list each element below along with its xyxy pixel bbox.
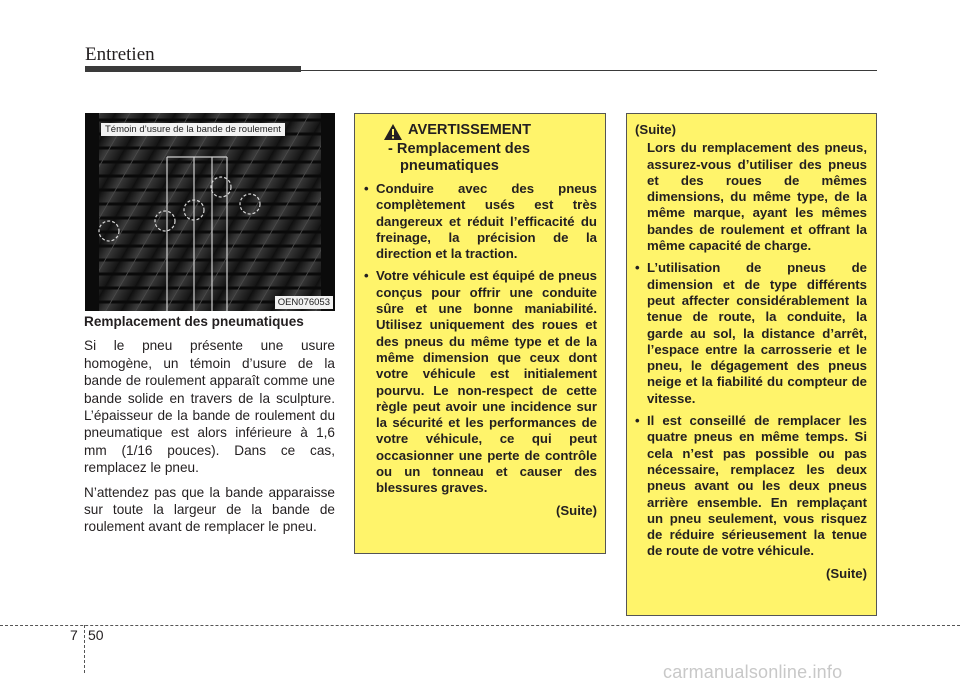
continued-head-label: (Suite) (635, 122, 677, 137)
continued-bullet-list (635, 260, 867, 559)
tire-tread-illustration (85, 113, 335, 311)
list-item: • L’utilisation de pneus de dimension et de type différents peut affecter considérablement la tenue de route, la conduite, la garde au sol, la distance d’arrêt, l’espace entre la carrosserie et le pneu, le dégagement des pneus neige et la fiabilité du compteur de vitesse. (635, 260, 867, 407)
body-paragraph: N’attendez pas que la bande apparaisse sur toute la largeur de la bande de roulement avant de remplacer le pneu. (84, 484, 335, 535)
header-rule-thick (85, 66, 301, 72)
list-item: • Votre véhicule est équipé de pneus conçus pour offrir une conduite sûre et une bonne maniabilité. Utilisez uniquement des roues et des pneus du même type et de la même dimension que ceux dont votre véhicule est initialement pourvu. Le non-respect de cette règle peut avoir une incidence sur la sécurité et les performances de votre véhicule, ce qui peut occasionner une perte de contrôle ou un tonneau et causer des blessures graves. (364, 268, 597, 496)
footer-dashed-rule (0, 625, 960, 626)
continued-warning-box (626, 113, 877, 616)
continued-intro: Lors du remplacement des pneus, assurez-vous d’utiliser des pneus et des roues de mêmes dimensions, du même type, de la même marque, ayant les mêmes bandes de roulement et offrant la même capacité de charge. (647, 140, 867, 254)
warning-subtitle: - Remplacement des pneumatiques (388, 141, 530, 174)
warning-header (364, 122, 597, 141)
figure-caption: Témoin d’usure de la bande de roulement (101, 123, 285, 136)
page-number: 50 (88, 627, 104, 643)
chapter-number: 7 (70, 627, 78, 643)
warning-box (354, 113, 606, 554)
header-rule-thin (301, 70, 877, 71)
continued-label: (Suite) (825, 565, 867, 581)
list-item: • Conduire avec des pneus complètement usés est très dangereux et réduit l’efficacité du freinage, la précision de la direction et la traction. (364, 181, 597, 262)
list-item: • Il est conseillé de remplacer les quatre pneus en même temps. Si cela n’est pas possible ou pas nécessaire, remplacez les deux pneus avant ou les deux pneus arrière ensemble. En remplaçant un pneu seulement, vous risquez de réduire sérieusement la tenue de route de votre véhicule. (635, 413, 867, 560)
footer-vertical-rule (84, 625, 85, 673)
figure-code: OEN076053 (275, 296, 333, 309)
tire-photo (85, 113, 335, 311)
warning-title: AVERTISSEMENT (408, 122, 531, 138)
warning-bullet-list (364, 181, 597, 497)
continued-label: (Suite) (555, 502, 597, 518)
page-header-title: Entretien (85, 44, 155, 65)
left-text-column (84, 313, 335, 543)
section-heading: Remplacement des pneumatiques (84, 314, 304, 329)
warning-triangle-icon (383, 123, 403, 141)
watermark: carmanualsonline.info (663, 662, 843, 682)
body-paragraph: Si le pneu présente une usure homogène, un témoin d’usure de la bande de roulement apparaît comme une bande solide en travers de la sculpture. L’épaisseur de la bande de roulement du pneumatique est alors inférieure à 1,6 mm (1/16 pouces). Dans ce cas, remplacez le pneu. (84, 338, 335, 476)
